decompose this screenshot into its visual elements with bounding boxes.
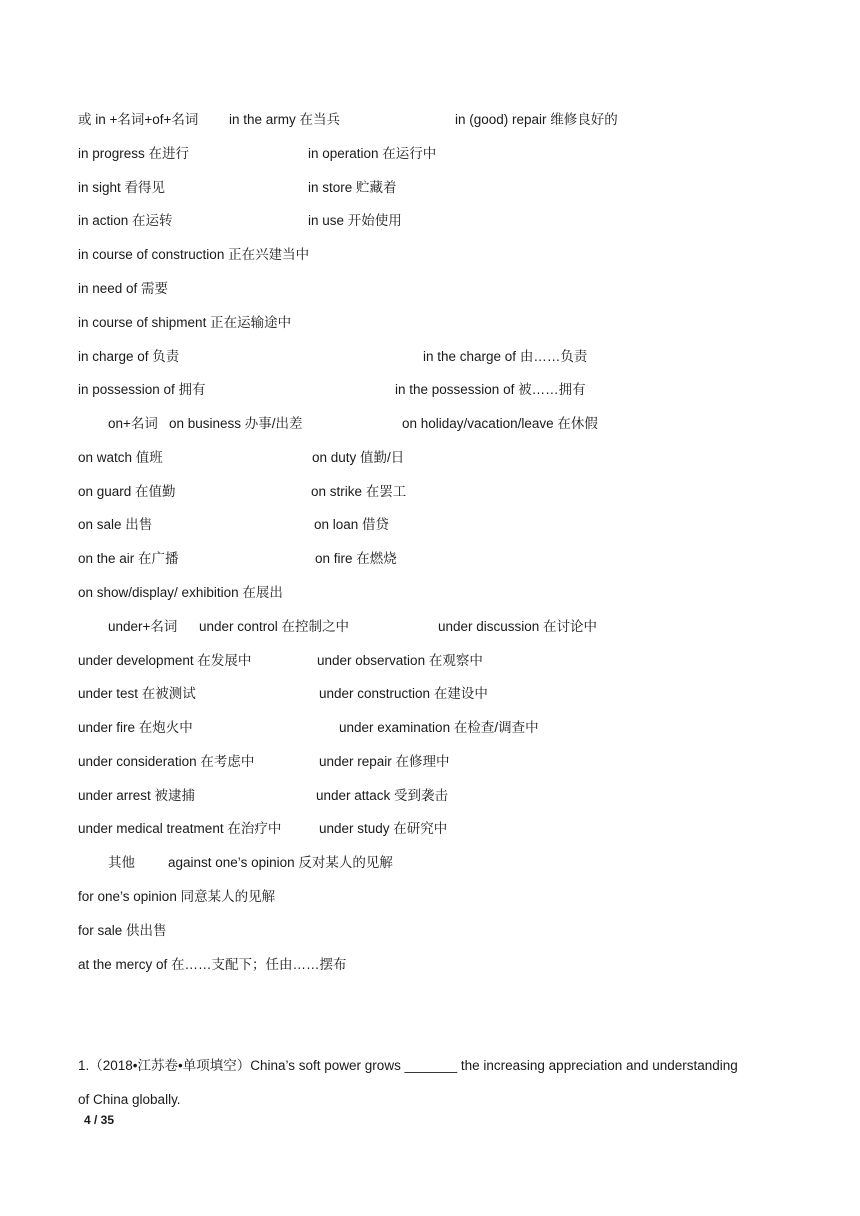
- phrase-text: on duty 值勤/日: [312, 450, 405, 465]
- phrase-text: in sight 看得见: [78, 180, 166, 195]
- phrase-text: under consideration 在考虑中: [78, 754, 255, 769]
- phrase-text: in progress 在进行: [78, 146, 190, 161]
- phrase-text: in use 开始使用: [308, 213, 402, 228]
- phrase-text: under arrest 被逮捕: [78, 788, 196, 803]
- phrase-text: under development 在发展中: [78, 653, 252, 668]
- section-label: under+名词: [108, 619, 178, 634]
- phrase-text: on sale 出售: [78, 517, 153, 532]
- phrase-text: on the air 在广播: [78, 551, 179, 566]
- phrase-text: on watch 值班: [78, 450, 163, 465]
- phrase-text: against one’s opinion 反对某人的见解: [168, 855, 393, 870]
- phrase-text: for sale 供出售: [78, 923, 167, 938]
- page-number: 4 / 35: [84, 1113, 115, 1127]
- phrase-text: under study 在研究中: [319, 821, 448, 836]
- phrase-text: in the army 在当兵: [229, 112, 341, 127]
- phrase-text: in possession of 拥有: [78, 382, 206, 397]
- phrase-text: in action 在运转: [78, 213, 173, 228]
- phrase-text: on loan 借贷: [314, 517, 390, 532]
- phrase-text: in course of shipment 正在运输途中: [78, 315, 292, 330]
- phrase-text: in operation 在运行中: [308, 146, 437, 161]
- phrase-text: on holiday/vacation/leave 在休假: [402, 416, 598, 431]
- phrase-text: in course of construction 正在兴建当中: [78, 247, 310, 262]
- phrase-text: in the possession of 被……拥有: [395, 382, 586, 397]
- phrase-text: under repair 在修理中: [319, 754, 450, 769]
- phrase-text: in (good) repair 维修良好的: [455, 112, 618, 127]
- phrase-text: at the mercy of 在……支配下；任由……摆布: [78, 957, 347, 972]
- question-text: 1.（2018•江苏卷•单项填空）China’s soft power grows _______ the increasing appreciation and understanding: [78, 1058, 738, 1073]
- phrase-text: in store 贮藏着: [308, 180, 397, 195]
- phrase-text: in need of 需要: [78, 281, 169, 296]
- phrase-text: under test 在被测试: [78, 686, 196, 701]
- phrase-text: under construction 在建设中: [319, 686, 488, 701]
- phrase-text: on business 办事/出差: [169, 416, 303, 431]
- phrase-text: under attack 受到袭击: [316, 788, 449, 803]
- phrase-text: in charge of 负责: [78, 349, 180, 364]
- phrase-text: on guard 在值勤: [78, 484, 176, 499]
- question-text-continued: of China globally.: [78, 1092, 181, 1107]
- phrase-text: on fire 在燃烧: [315, 551, 397, 566]
- phrase-text: under medical treatment 在治疗中: [78, 821, 282, 836]
- phrase-text: under fire 在炮火中: [78, 720, 193, 735]
- phrase-text: under examination 在检查/调查中: [339, 720, 539, 735]
- phrase-text: on show/display/ exhibition 在展出: [78, 585, 283, 600]
- phrase-text: under observation 在观察中: [317, 653, 483, 668]
- section-label: 其他: [108, 855, 135, 870]
- phrase-text: on strike 在罢工: [311, 484, 407, 499]
- phrase-text: under discussion 在讨论中: [438, 619, 598, 634]
- phrase-text: in the charge of 由……负责: [423, 349, 588, 364]
- phrase-text: for one’s opinion 同意某人的见解: [78, 889, 276, 904]
- phrase-text: under control 在控制之中: [199, 619, 350, 634]
- phrase-text: 或 in +名词+of+名词: [78, 112, 199, 127]
- section-label: on+名词: [108, 416, 158, 431]
